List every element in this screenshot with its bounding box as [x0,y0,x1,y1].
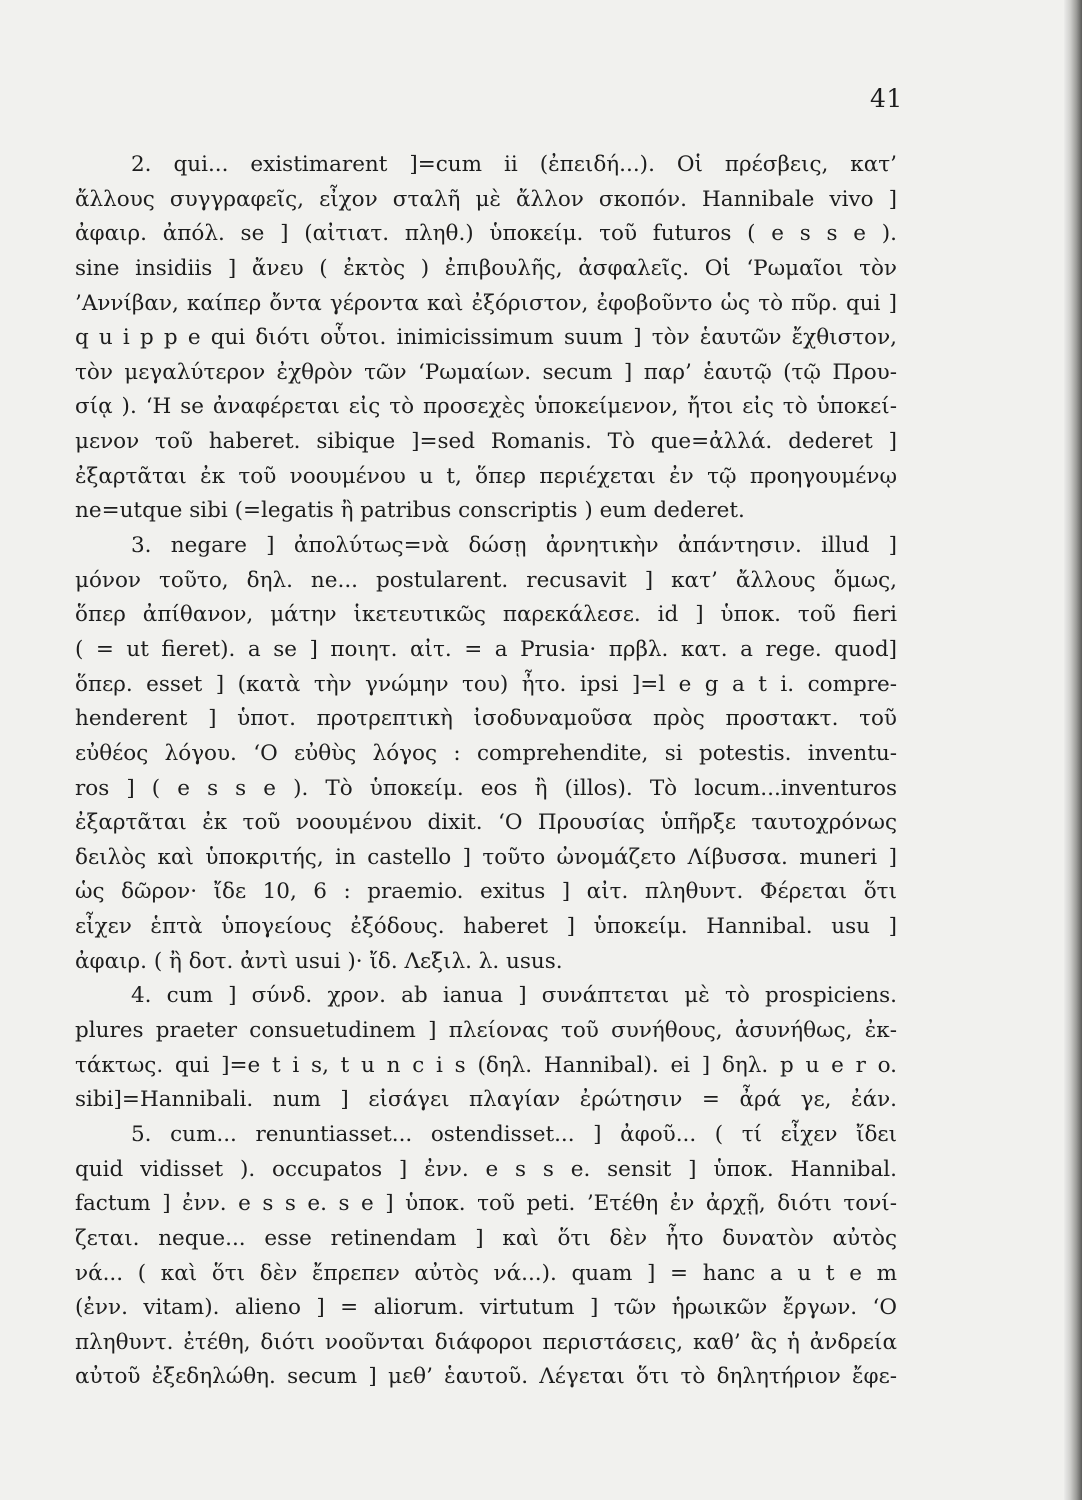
text-line: 5. cum... renuntiasset... ostendisset... ] ἀφοῦ... ( τί εἶχεν ἴδει [131,1121,897,1147]
text-line: δειλὸς καὶ ὑποκριτής, in castello ] τοῦτο ὠνομάζετο Λίβυσσα. muneri ] [75,844,897,870]
text-line: ὅπερ ἀπίθανον, μάτην ἱκετευτικῶς παρεκάλεσε. id ] ὑποκ. τοῦ fieri [75,602,897,628]
text-line: ὅπερ. esset ] (κατὰ τὴν γνώμην του) ἦτο. ipsi ]=l e g a t i. compre- [75,671,897,697]
text-line: ὡς δῶρον· ἴδε 10, 6 : praemio. exitus ] αἰτ. πληθυντ. Φέρεται ὅτι [75,879,897,905]
page-number: 41 [870,84,903,113]
text-line: quid vidisset ). occupatos ] ἐνν. e s s e. sensit ] ὑποκ. Hannibal. [75,1156,897,1182]
text-line: 4. cum ] σύνδ. χρον. ab ianua ] συνάπτεται μὲ τὸ prospiciens. [131,983,897,1009]
text-line: πληθυντ. ἐτέθη, διότι νοοῦνται διάφοροι περιστάσεις, καθ’ ἃς ἡ ἀνδρεία [75,1329,897,1355]
text-line: (ἐνν. vitam). alieno ] = aliorum. virtutum ] τῶν ἡρωικῶν ἔργων. ‘Ο [75,1295,897,1321]
page-edge-shadow [1064,0,1082,1500]
text-line: σίᾳ ). ‘Η se ἀναφέρεται εἰς τὸ προσεχὲς ὑποκείμενον, ἤτοι εἰς τὸ ὑποκεί- [75,394,897,420]
text-line: ἀφαιρ. ἀπόλ. se ] (αἰτιατ. πληθ.) ὑποκείμ. τοῦ futuros ( e s s e ). [75,221,897,247]
text-line: εἶχεν ἑπτὰ ὑπογείους ἐξόδους. haberet ] ὑποκείμ. Hannibal. usu ] [75,914,897,940]
text-line: sine insidiis ] ἄνευ ( ἐκτὸς ) ἐπιβουλῆς, ἀσφαλεῖς. Οἱ ‘Ρωμαῖοι τὸν [75,255,897,281]
text-line: henderent ] ὑποτ. προτρεπτικὴ ἰσοδυναμοῦσα πρὸς προστακτ. τοῦ [75,706,897,732]
text-line: ἀφαιρ. ( ἢ δοτ. ἀντὶ usui )· ἴδ. Λεξιλ. λ. usus. [75,948,563,974]
text-line: αὐτοῦ ἐξεδηλώθη. secum ] μεθ’ ἑαυτοῦ. Λέγεται ὅτι τὸ δηλητήριον ἔφε- [75,1364,897,1390]
text-line: q u i p p e qui διότι οὗτοι. inimicissimum suum ] τὸν ἑαυτῶν ἔχθιστον, [75,325,897,351]
text-line: ἄλλους συγγραφεῖς, εἶχον σταλῆ μὲ ἄλλον σκοπόν. Hannibale vivo ] [75,186,897,212]
commentary-text [75,148,897,1395]
text-line: ( = ut fieret). a se ] ποιητ. αἰτ. = a Prusia· πρβλ. κατ. a rege. quod] [75,636,897,662]
text-line: ἐξαρτᾶται ἐκ τοῦ νοουμένου dixit. ‘Ο Προυσίας ὑπῆρξε ταυτοχρόνως [75,810,897,836]
text-line: 3. negare ] ἀπολύτως=νὰ δώσῃ ἀρνητικὴν ἀπάντησιν. illud ] [131,533,897,559]
text-line: ζεται. neque... esse retinendam ] καὶ ὅτι δὲν ἦτο δυνατὸν αὐτὸς [75,1225,897,1251]
text-line: ne=utque sibi (=legatis ἢ patribus conscriptis ) eum dederet. [75,498,745,524]
text-line: plures praeter consuetudinem ] πλείονας τοῦ συνήθους, ἀσυνήθως, ἐκ- [75,1018,897,1044]
text-line: τάκτως. qui ]=e t i s, t u n c i s (δηλ. Hannibal). ei ] δηλ. p u e r o. [75,1052,897,1078]
text-line: νά... ( καὶ ὅτι δὲν ἔπρεπεν αὐτὸς νά...). quam ] = hanc a u t e m [75,1260,897,1286]
text-line: μόνον τοῦτο, δηλ. ne... postularent. recusavit ] κατ’ ἄλλους ὅμως, [75,567,897,593]
text-line: 2. qui... existimarent ]=cum ii (ἐπειδή...). Οἱ πρέσβεις, κατ’ [131,152,897,177]
text-line: εὐθέος λόγου. ‘Ο εὐθὺς λόγος : comprehendite, si potestis. inventu- [75,740,897,766]
text-line: ros ] ( e s s e ). Τὸ ὑποκείμ. eos ἢ (illos). Τὸ locum...inventuros [75,775,897,801]
text-line: μενον τοῦ haberet. sibique ]=sed Romanis. Τὸ que=ἀλλά. dederet ] [75,429,897,455]
text-line: τὸν μεγαλύτερον ἐχθρὸν τῶν ‘Ρωμαίων. secum ] παρ’ ἑαυτῷ (τῷ Πρου- [75,359,897,385]
text-line: sibi]=Hannibali. num ] εἰσάγει πλαγίαν ἐρώτησιν = ἆρά γε, ἐάν. [75,1087,897,1113]
text-line: ἐξαρτᾶται ἐκ τοῦ νοουμένου u t, ὅπερ περιέχεται ἐν τῷ προηγουμένῳ [75,463,897,489]
text-line: factum ] ἐνν. e s s e. s e ] ὑποκ. τοῦ peti. ’Ετέθη ἐν ἀρχῇ, διότι τονί- [75,1191,897,1217]
text-line: ’Αννίβαν, καίπερ ὄντα γέροντα καὶ ἐξόριστον, ἐφοβοῦντο ὡς τὸ πῦρ. qui ] [75,290,897,316]
